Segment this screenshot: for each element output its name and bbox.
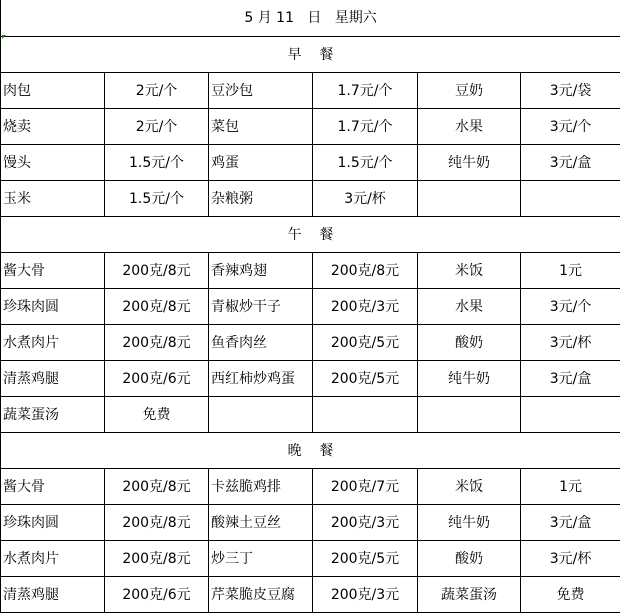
item-price: 3元/袋 bbox=[521, 73, 620, 109]
item-price: 2元/个 bbox=[105, 109, 209, 145]
empty-cell bbox=[521, 181, 620, 217]
table-row bbox=[1, 505, 620, 541]
item-price: 200克/3元 bbox=[313, 577, 418, 613]
table-row bbox=[1, 541, 620, 577]
section-title-lunch: 午 餐 bbox=[1, 217, 620, 253]
item-name: 玉米 bbox=[1, 181, 105, 217]
item-name: 鸡蛋 bbox=[209, 145, 313, 181]
item-name: 清蒸鸡腿 bbox=[1, 361, 105, 397]
item-price: 200克/6元 bbox=[105, 577, 209, 613]
item-name: 芹菜脆皮豆腐 bbox=[209, 577, 313, 613]
item-name: 酱大骨 bbox=[1, 469, 105, 505]
table-row bbox=[1, 109, 620, 145]
item-name: 蔬菜蛋汤 bbox=[418, 577, 521, 613]
item-name: 肉包 bbox=[1, 73, 105, 109]
empty-cell bbox=[521, 397, 620, 433]
table-row bbox=[1, 73, 620, 109]
item-price: 1.7元/个 bbox=[313, 109, 418, 145]
item-name: 珍珠肉圆 bbox=[1, 289, 105, 325]
item-name: 鱼香肉丝 bbox=[209, 325, 313, 361]
item-price: 3元/盒 bbox=[521, 361, 620, 397]
item-price: 200克/8元 bbox=[105, 289, 209, 325]
empty-cell bbox=[209, 397, 313, 433]
cell-corner-marker bbox=[2, 35, 6, 39]
empty-cell bbox=[313, 397, 418, 433]
table-row bbox=[1, 325, 620, 361]
item-price: 200克/3元 bbox=[313, 289, 418, 325]
item-name: 豆奶 bbox=[418, 73, 521, 109]
item-price: 200克/7元 bbox=[313, 469, 418, 505]
item-price: 200克/8元 bbox=[105, 253, 209, 289]
empty-cell bbox=[418, 397, 521, 433]
item-name: 菜包 bbox=[209, 109, 313, 145]
item-price: 200克/8元 bbox=[105, 541, 209, 577]
item-name: 酱大骨 bbox=[1, 253, 105, 289]
item-name: 清蒸鸡腿 bbox=[1, 577, 105, 613]
item-price: 1元 bbox=[521, 253, 620, 289]
item-price: 200克/5元 bbox=[313, 361, 418, 397]
item-name: 水煮肉片 bbox=[1, 325, 105, 361]
table-row bbox=[1, 181, 620, 217]
table-row bbox=[1, 397, 620, 433]
item-name: 酸奶 bbox=[418, 541, 521, 577]
item-price: 1.7元/个 bbox=[313, 73, 418, 109]
item-price: 3元/杯 bbox=[313, 181, 418, 217]
item-price: 3元/个 bbox=[521, 289, 620, 325]
item-name: 卡兹脆鸡排 bbox=[209, 469, 313, 505]
date-month: 5 bbox=[244, 10, 254, 26]
item-price: 3元/个 bbox=[521, 109, 620, 145]
item-price: 3元/盒 bbox=[521, 145, 620, 181]
table-row bbox=[1, 469, 620, 505]
date-weekday: 星期六 bbox=[334, 10, 377, 26]
item-name: 米饭 bbox=[418, 469, 521, 505]
table-row bbox=[1, 253, 620, 289]
item-price: 3元/杯 bbox=[521, 541, 620, 577]
item-price: 1.5元/个 bbox=[105, 145, 209, 181]
item-name: 水煮肉片 bbox=[1, 541, 105, 577]
section-title-dinner: 晚 餐 bbox=[1, 433, 620, 469]
date-day: 11 bbox=[276, 10, 294, 26]
item-name: 炒三丁 bbox=[209, 541, 313, 577]
item-name: 水果 bbox=[418, 289, 521, 325]
item-name: 杂粮粥 bbox=[209, 181, 313, 217]
item-price: 3元/盒 bbox=[521, 505, 620, 541]
item-price: 3元/杯 bbox=[521, 325, 620, 361]
item-price: 200克/5元 bbox=[313, 325, 418, 361]
item-name: 西红柿炒鸡蛋 bbox=[209, 361, 313, 397]
item-price: 200克/8元 bbox=[105, 325, 209, 361]
item-price: 免费 bbox=[105, 397, 209, 433]
item-price: 1.5元/个 bbox=[105, 181, 209, 217]
item-name: 青椒炒干子 bbox=[209, 289, 313, 325]
item-price: 200克/6元 bbox=[105, 361, 209, 397]
item-name: 纯牛奶 bbox=[418, 145, 521, 181]
item-price: 200克/5元 bbox=[313, 541, 418, 577]
item-price: 1.5元/个 bbox=[313, 145, 418, 181]
item-price: 免费 bbox=[521, 577, 620, 613]
item-name: 馒头 bbox=[1, 145, 105, 181]
item-price: 200克/3元 bbox=[313, 505, 418, 541]
item-price: 200克/8元 bbox=[105, 469, 209, 505]
table-row bbox=[1, 289, 620, 325]
item-name: 酸辣土豆丝 bbox=[209, 505, 313, 541]
item-price: 2元/个 bbox=[105, 73, 209, 109]
item-price: 1元 bbox=[521, 469, 620, 505]
item-name: 蔬菜蛋汤 bbox=[1, 397, 105, 433]
empty-cell bbox=[418, 181, 521, 217]
item-name: 水果 bbox=[418, 109, 521, 145]
date-month-unit: 月 bbox=[257, 10, 272, 26]
item-name: 香辣鸡翅 bbox=[209, 253, 313, 289]
item-name: 烧卖 bbox=[1, 109, 105, 145]
item-name: 珍珠肉圆 bbox=[1, 505, 105, 541]
date-day-unit: 日 bbox=[307, 10, 322, 26]
item-price: 200克/8元 bbox=[313, 253, 418, 289]
table-row bbox=[1, 145, 620, 181]
section-title-breakfast: 早 餐 bbox=[1, 37, 620, 73]
item-name: 豆沙包 bbox=[209, 73, 313, 109]
date-title bbox=[1, 0, 620, 37]
table-row bbox=[1, 361, 620, 397]
table-row bbox=[1, 577, 620, 613]
item-name: 米饭 bbox=[418, 253, 521, 289]
item-name: 纯牛奶 bbox=[418, 505, 521, 541]
item-name: 纯牛奶 bbox=[418, 361, 521, 397]
item-price: 200克/8元 bbox=[105, 505, 209, 541]
item-name: 酸奶 bbox=[418, 325, 521, 361]
